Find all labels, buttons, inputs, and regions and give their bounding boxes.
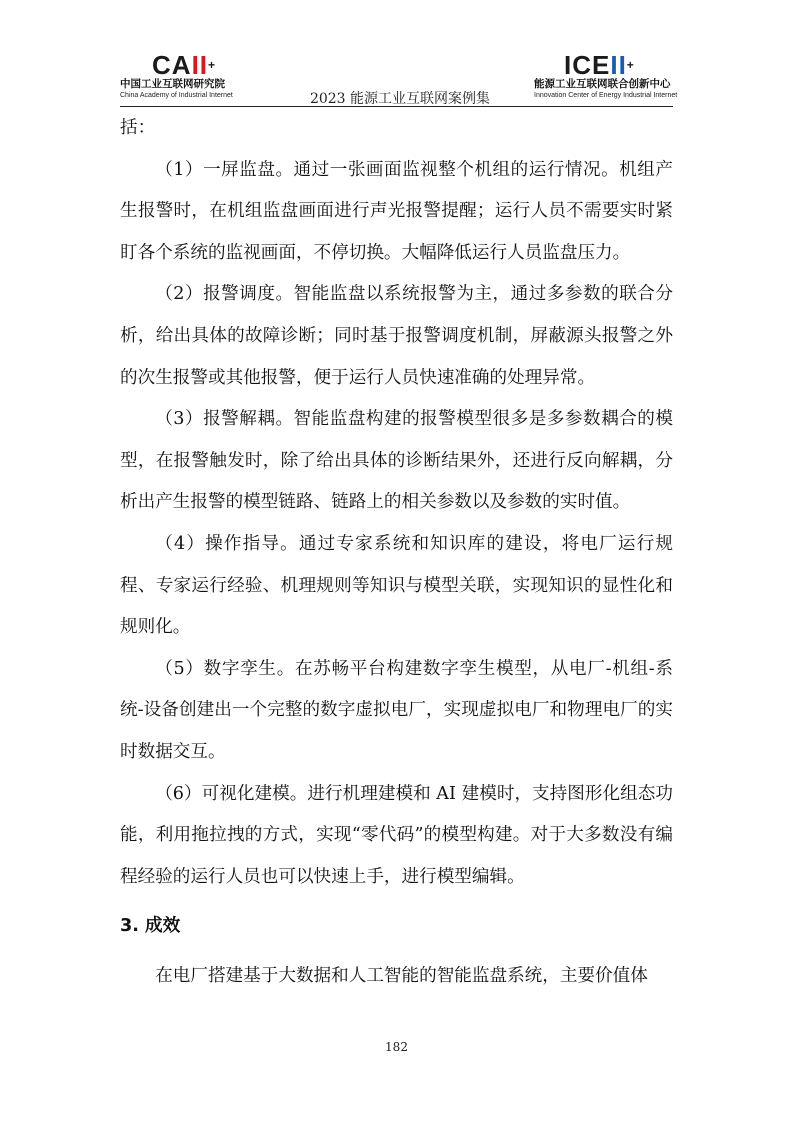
caii-logo-mark: CAII+ [152,50,217,80]
paragraph-digital-twin: （5）数字孪生。在苏畅平台构建数字孪生模型，从电厂-机组-系统-设备创建出一个完整的数字虚拟电厂，实现虚拟电厂和物理电厂的实时数据交互。 [120,658,673,762]
paragraph-alarm-dispatch: （2）报警调度。智能监盘以系统报警为主，通过多参数的联合分析，给出具体的故障诊断；同时基于报警调度机制，屏蔽源头报警之外的次生报警或其他报警，便于运行人员快速准确的处理异常。 [120,284,673,388]
paragraph-continuation: 括： [120,118,156,138]
caii-name-cn: 中国工业互联网研究院 [120,78,225,90]
document-body [120,108,673,997]
caii-logo [120,52,250,100]
header-divider [120,106,673,107]
iceii-logo-mark: ICEII+ [564,50,635,80]
iceii-name-en: Innovation Center of Energy Industrial Internet [534,92,678,99]
paragraph-one-screen-monitoring: （1）一屏监盘。通过一张画面监视整个机组的运行情况。机组产生报警时，在机组监盘画面进行声光报警提醒；运行人员不需要实时紧盯各个系统的监视画面，不停切换。大幅降低运行人员监盘压力。 [120,159,673,263]
paragraph-results-intro: 在电厂搭建基于大数据和人工智能的智能监盘系统，主要价值体 [155,965,648,986]
section-heading-results: 3. 成效 [120,916,181,937]
header-title: 2023 能源工业互联网案例集 [309,91,491,107]
paragraph-operation-guidance: （4）操作指导。通过专家系统和知识库的建设，将电厂运行规程、专家运行经验、机理规则等知识与模型关联，实现知识的显性化和规则化。 [120,533,673,638]
page-header [0,0,793,110]
iceii-logo [534,50,678,100]
paragraph-visual-modeling: （6）可视化建模。进行机理建模和 AI 建模时，支持图形化组态功能，利用拖拉拽的方式，实现“零代码”的模型构建。对于大多数没有编程经验的运行人员也可以快速上手，进行模型编辑。 [120,783,673,887]
paragraph-alarm-decoupling: （3）报警解耦。智能监盘构建的报警模型很多是多参数耦合的模型，在报警触发时，除了给出具体的诊断结果外，还进行反向解耦，分析出产生报警的模型链路、链路上的相关参数以及参数的实时值。 [120,409,673,513]
page-number: 182 [385,1040,408,1054]
caii-name-en: China Academy of Industrial Internet [120,92,233,99]
iceii-name-cn: 能源工业互联网联合创新中心 [534,78,671,90]
